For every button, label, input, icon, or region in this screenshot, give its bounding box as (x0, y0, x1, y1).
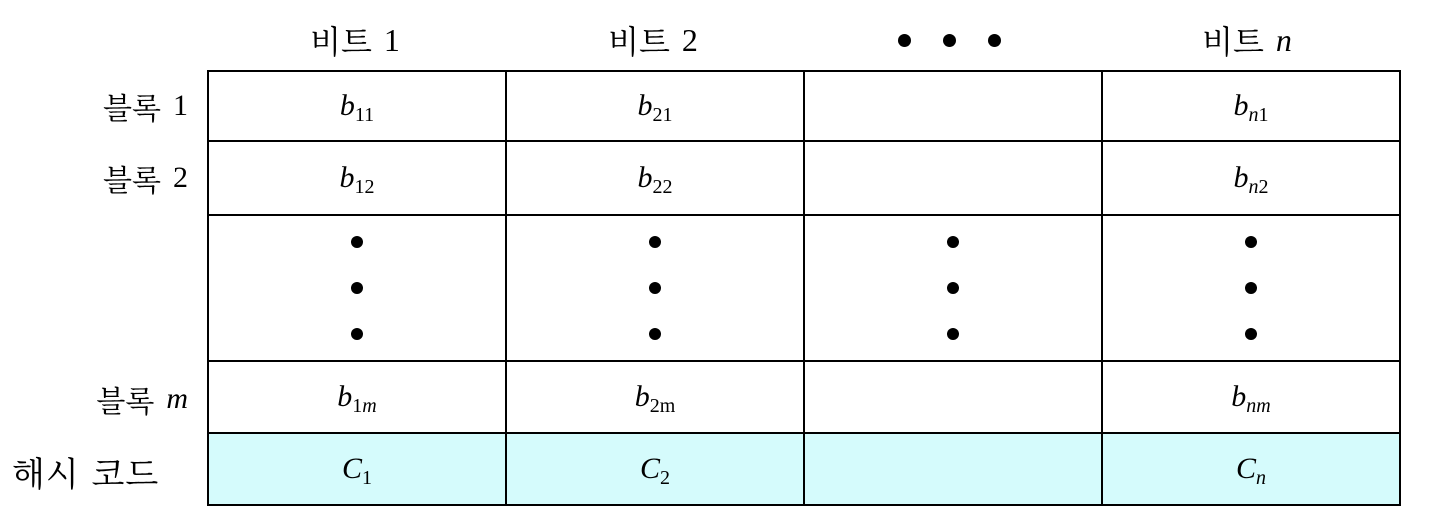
row-label-text: 블록 (103, 92, 161, 127)
table-row-ellipsis (208, 215, 1400, 361)
table-row-block-m (208, 361, 1400, 433)
column-header-index: n (1275, 21, 1292, 58)
ellipsis-dot (898, 34, 911, 47)
cell-bnm: $b_{nm}$ (1102, 361, 1400, 433)
column-header-bit-1 (207, 14, 503, 66)
ellipsis-dot (351, 282, 363, 294)
cell-b2m: $b_{2m}$ (506, 361, 804, 433)
ellipsis-dot (649, 328, 661, 340)
ellipsis-dot (351, 328, 363, 340)
cell-b22: $b_{22}$ (506, 141, 804, 215)
column-header-bit-n (1099, 14, 1395, 66)
ellipsis-dot (1245, 236, 1257, 248)
row-label-index: m (166, 382, 188, 415)
column-header-label: 비트 (1202, 23, 1264, 61)
row-label-hash-code: 해시 코드 (12, 454, 160, 495)
cell-bn1: $b_{n1}$ (1102, 71, 1400, 141)
column-header-label: 비트 (310, 23, 372, 61)
column-header-ellipsis (801, 14, 1097, 66)
cell-vertical-ellipsis (208, 215, 506, 361)
ellipsis-dot (947, 282, 959, 294)
row-label-index: 1 (173, 89, 188, 122)
column-header-label: 비트 (608, 23, 670, 61)
cell-empty (804, 433, 1102, 505)
table-row-hash-code (208, 433, 1400, 505)
ellipsis-dot (1245, 282, 1257, 294)
cell-b21: $b_{21}$ (506, 71, 804, 141)
cell-empty (804, 141, 1102, 215)
row-label-index: 2 (173, 161, 188, 194)
row-label-block-2 (103, 142, 188, 214)
column-header-index: 2 (681, 21, 698, 58)
cell-c2: $C_2$ (506, 433, 804, 505)
ellipsis-dot (943, 34, 956, 47)
cell-vertical-ellipsis (506, 215, 804, 361)
cell-vertical-ellipsis (804, 215, 1102, 361)
cell-b11: $b_{11}$ (208, 71, 506, 141)
table-row-block-2 (208, 141, 1400, 215)
row-label-text: 블록 (96, 385, 155, 420)
row-label-block-m (96, 364, 188, 434)
cell-c1: $C_1$ (208, 433, 506, 505)
column-header-bit-2 (505, 14, 801, 66)
table-row-block-1 (208, 71, 1400, 141)
ellipsis-dot (988, 34, 1001, 47)
hash-block-grid (207, 70, 1401, 506)
ellipsis-dot (947, 328, 959, 340)
ellipsis-dot (351, 236, 363, 248)
column-header-index: 1 (383, 21, 400, 58)
ellipsis-dot (947, 236, 959, 248)
row-label-text: 블록 (103, 164, 161, 199)
cell-empty (804, 71, 1102, 141)
ellipsis-dot (649, 236, 661, 248)
cell-bn2: $b_{n2}$ (1102, 141, 1400, 215)
cell-b12: $b_{12}$ (208, 141, 506, 215)
ellipsis-dot (649, 282, 661, 294)
row-label-block-1 (103, 72, 188, 140)
cell-cn: $C_n$ (1102, 433, 1400, 505)
cell-vertical-ellipsis (1102, 215, 1400, 361)
cell-b1m: $b_{1m}$ (208, 361, 506, 433)
cell-empty (804, 361, 1102, 433)
ellipsis-dot (1245, 328, 1257, 340)
